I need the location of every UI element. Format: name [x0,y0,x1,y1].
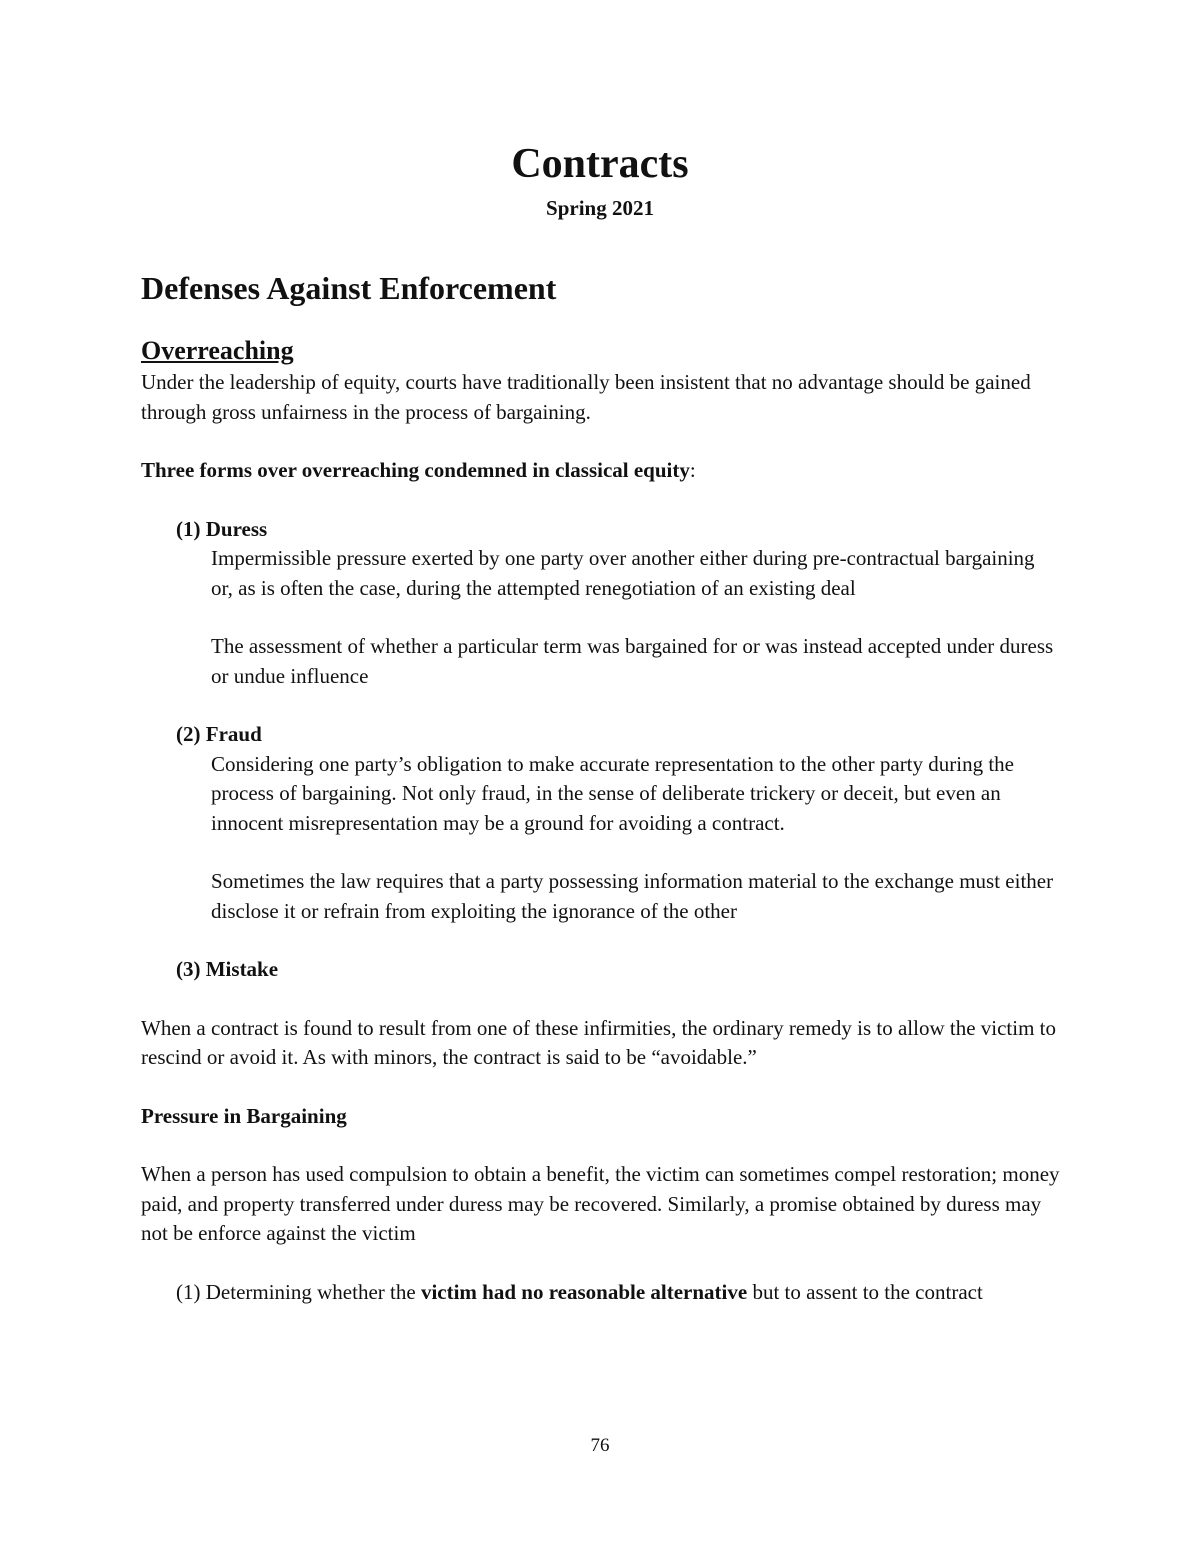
page-number: 76 [590,1435,610,1456]
determining-text-after: but to assent to the contract [747,1279,983,1304]
item-paragraph: The assessment of whether a particular term was bargained for or was instead accepted under duress or undue influence [211,634,1054,688]
determining-text-before: Determining whether the [205,1279,421,1304]
forms-label-suffix: : [689,458,696,482]
subsection-heading: Overreaching [141,336,294,365]
item-paragraph: Impermissible pressure exerted by one party over another either during pre-contractual bargaining or, as is often the case, during the attempted renegotiation of an existing deal [211,546,1035,600]
document-body [141,268,1061,1307]
intro-paragraph: Under the leadership of equity, courts have traditionally been insistent that no advantage should be gained through gross unfairness in the process of bargaining. [141,370,1031,424]
item-paragraph: Sometimes the law requires that a party possessing information material to the exchange must either disclose it or refrain from exploiting the ignorance of the other [211,869,1054,923]
determining-number: (1) [176,1279,201,1304]
item-heading-fraud: (2) Fraud [176,722,262,746]
determining-item [141,1278,1061,1308]
document-subtitle: Spring 2021 [546,196,654,220]
item-paragraph: Considering one party’s obligation to make accurate representation to the other party during the process of bargaining. Not only fraud, in the sense of deliberate trickery or deceit, but even an innocent misrepresentation may be a ground for avoiding a contract. [211,751,1015,835]
determining-text-bold: victim had no reasonable alternative [420,1279,748,1304]
forms-label-line [141,456,1061,486]
section-heading: Defenses Against Enforcement [141,270,557,306]
document-title: Contracts [511,141,689,187]
pressure-heading: Pressure in Bargaining [141,1103,347,1128]
item-heading-duress: (1) Duress [176,516,268,541]
item-heading-mistake: (3) Mistake [176,957,279,981]
forms-label: Three forms over overreaching condemned in classical equity [141,458,690,482]
pressure-paragraph: When a person has used compulsion to obtain a benefit, the victim can sometimes compel restoration; money paid, and property transferred under duress may be recovered. Similarly, a promise obtained by duress may not be enforce against the victim [141,1162,1060,1245]
remedy-paragraph: When a contract is found to result from one of these infirmities, the ordinary remedy is to allow the victim to rescind or avoid it. As with minors, the contract is said to be “avoidable.” [141,1015,1057,1069]
